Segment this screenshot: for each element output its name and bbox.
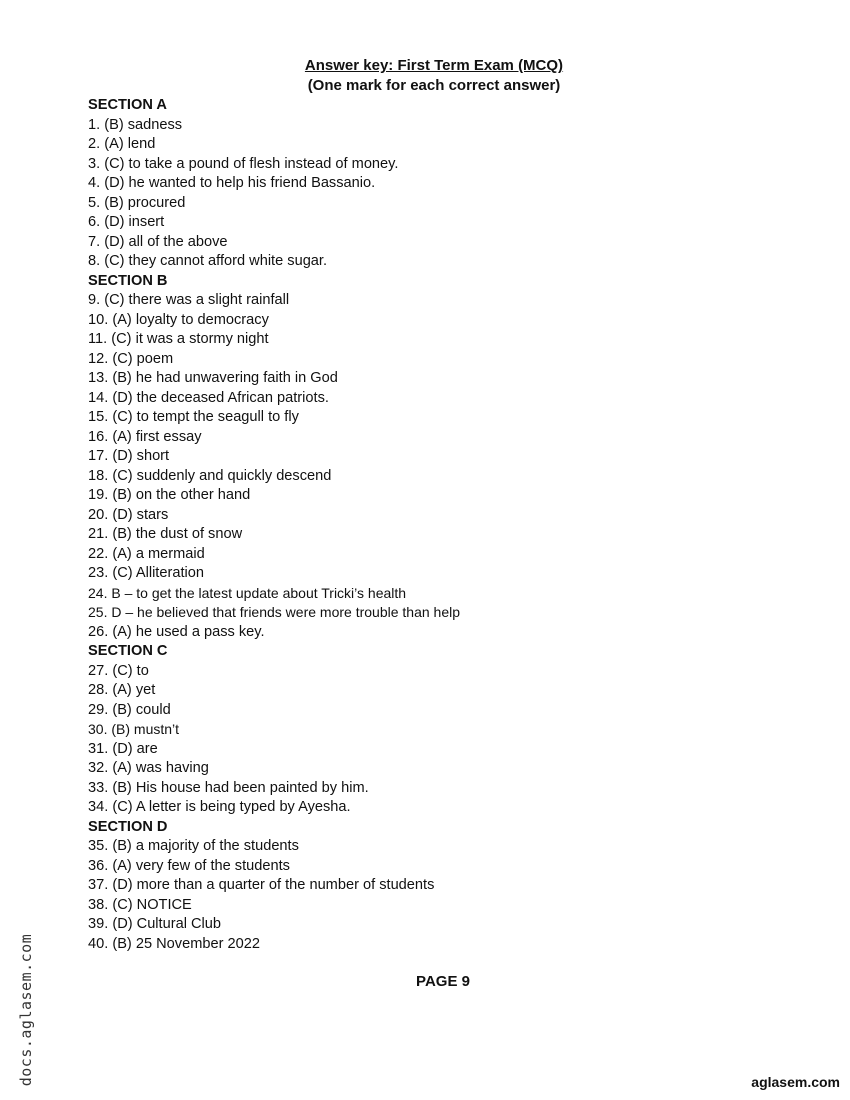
answer-item: 35. (B) a majority of the students bbox=[88, 838, 299, 854]
section-heading: SECTION B bbox=[88, 272, 168, 289]
answer-item: 12. (C) poem bbox=[88, 350, 174, 367]
answer-list bbox=[88, 96, 808, 954]
answer-item: 26. (A) he used a pass key. bbox=[88, 623, 265, 640]
answer-item: 36. (A) very few of the students bbox=[88, 857, 290, 874]
answer-item: 21. (B) the dust of snow bbox=[88, 526, 243, 542]
answer-item: 14. (D) the deceased African patriots. bbox=[88, 389, 329, 406]
answer-item: 29. (B) could bbox=[88, 701, 171, 718]
watermark: docs.aglasem.com bbox=[17, 933, 35, 1087]
answer-item: 11. (C) it was a stormy night bbox=[88, 331, 269, 347]
answer-item: 37. (D) more than a quarter of the number of students bbox=[88, 877, 435, 893]
brand-label: aglasem.com bbox=[751, 1074, 840, 1090]
page-number: PAGE 9 bbox=[416, 973, 470, 990]
answer-item: 16. (A) first essay bbox=[88, 428, 202, 445]
answer-item: 8. (C) they cannot afford white sugar. bbox=[88, 253, 328, 269]
answer-item: 3. (C) to take a pound of flesh instead of money. bbox=[88, 155, 399, 172]
answer-item: 22. (A) a mermaid bbox=[88, 545, 205, 562]
answer-item: 24. B – to get the latest update about Tricki’s health bbox=[88, 584, 407, 601]
section-heading: SECTION D bbox=[88, 818, 168, 835]
answer-item: 28. (A) yet bbox=[88, 682, 156, 698]
answer-item: 39. (D) Cultural Club bbox=[88, 916, 222, 932]
answer-item: 13. (B) he had unwavering faith in God bbox=[88, 370, 338, 386]
answer-item: 34. (C) A letter is being typed by Ayesha. bbox=[88, 799, 351, 815]
document-subtitle: (One mark for each correct answer) bbox=[307, 77, 561, 94]
answer-item: 5. (B) procured bbox=[88, 194, 186, 211]
answer-item: 1. (B) sadness bbox=[88, 116, 183, 133]
answer-item: 30. (B) mustn’t bbox=[88, 721, 180, 737]
answer-item: 15. (C) to tempt the seagull to fly bbox=[88, 409, 299, 425]
section-heading: SECTION A bbox=[88, 97, 167, 113]
section-heading: SECTION C bbox=[88, 643, 168, 659]
answer-item: 4. (D) he wanted to help his friend Bassanio. bbox=[88, 175, 376, 191]
answer-item: 10. (A) loyalty to democracy bbox=[88, 311, 269, 328]
answer-item: 7. (D) all of the above bbox=[88, 233, 228, 250]
answer-item: 2. (A) lend bbox=[88, 136, 156, 152]
answer-item: 25. D – he believed that friends were more trouble than help bbox=[88, 604, 461, 620]
answer-item: 23. (C) Alliteration bbox=[88, 565, 204, 581]
answer-item: 9. (C) there was a slight rainfall bbox=[88, 292, 290, 308]
answer-item: 19. (B) on the other hand bbox=[88, 487, 251, 503]
answer-item: 38. (C) NOTICE bbox=[88, 896, 192, 913]
answer-item: 18. (C) suddenly and quickly descend bbox=[88, 467, 332, 484]
answer-item: 31. (D) are bbox=[88, 740, 158, 757]
document-title: Answer key: First Term Exam (MCQ) bbox=[304, 57, 564, 74]
answer-item: 17. (D) short bbox=[88, 448, 170, 464]
answer-item: 6. (D) insert bbox=[88, 214, 165, 230]
answer-item: 32. (A) was having bbox=[88, 760, 209, 776]
answer-item: 27. (C) to bbox=[88, 662, 149, 679]
answer-item: 33. (B) His house had been painted by him. bbox=[88, 779, 369, 796]
answer-item: 20. (D) stars bbox=[88, 506, 169, 523]
answer-item: 40. (B) 25 November 2022 bbox=[88, 935, 260, 952]
